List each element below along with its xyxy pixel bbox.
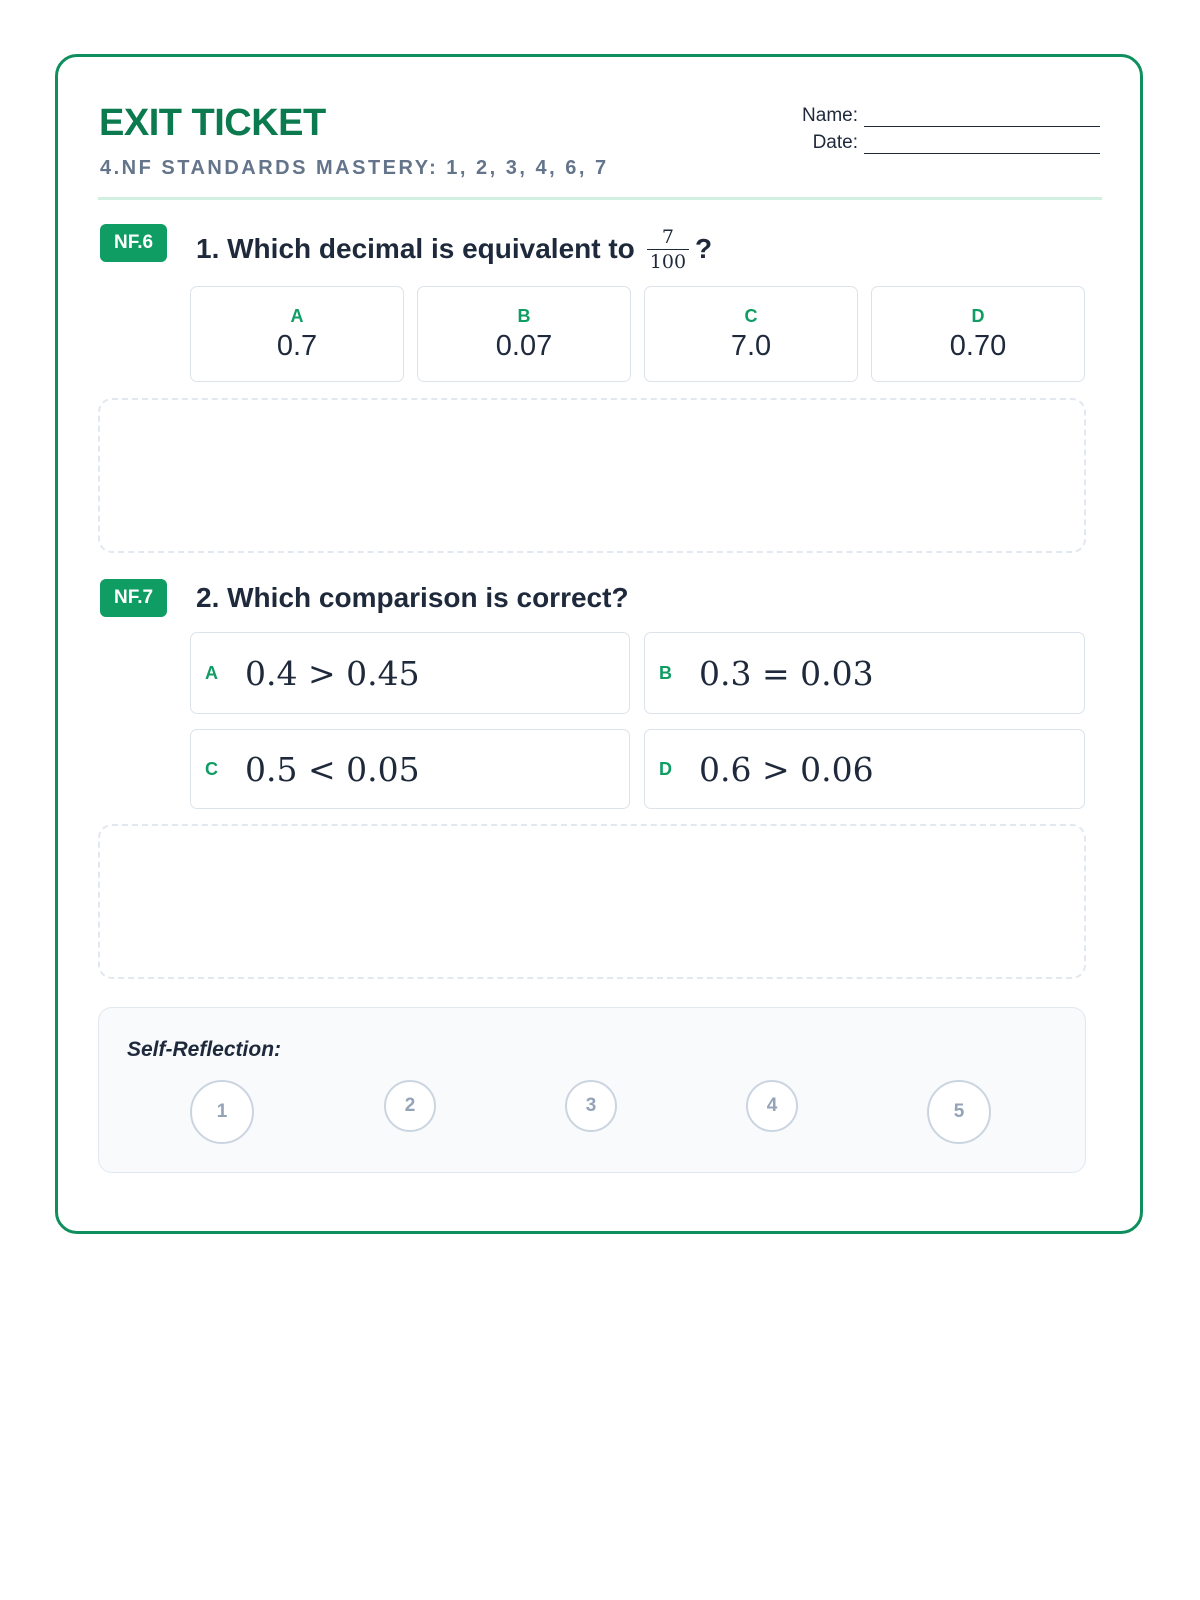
name-field[interactable] [864, 108, 1100, 127]
option-letter: D [971, 305, 985, 326]
name-label: Name: [802, 105, 858, 126]
q1-option-b[interactable] [417, 286, 631, 382]
option-letter: A [290, 305, 304, 326]
name-row [802, 100, 1100, 127]
q1-prompt-text: 1. Which decimal is equivalent to [196, 233, 635, 264]
q2-option-d[interactable] [644, 729, 1085, 809]
exit-ticket-card [55, 54, 1143, 1234]
q1-fraction-denominator: 100 [647, 249, 689, 273]
q1-option-d[interactable] [871, 286, 1085, 382]
option-letter: B [517, 305, 531, 326]
option-value: 0.6 > 0.06 [699, 749, 874, 789]
q1-prompt-end: ? [695, 233, 713, 264]
q2-option-b[interactable] [644, 632, 1085, 714]
option-letter: D [659, 758, 672, 779]
standards-subtitle: 4.NF STANDARDS MASTERY: 1, 2, 3, 4, 6, 7 [100, 157, 609, 179]
option-value: 0.5 < 0.05 [245, 749, 420, 789]
q1-prompt [196, 224, 712, 274]
q1-standard-badge: NF.6 [100, 224, 167, 262]
q2-prompt [196, 579, 629, 617]
rating-5-button[interactable]: 5 [927, 1080, 991, 1144]
option-letter: A [205, 662, 218, 683]
q2-standard-badge: NF.7 [100, 579, 167, 617]
date-row [802, 127, 1100, 154]
option-value: 7.0 [730, 329, 772, 362]
option-value: 0.3 = 0.03 [699, 653, 874, 693]
q1-option-a[interactable] [190, 286, 404, 382]
option-value: 0.7 [276, 329, 318, 362]
header-divider [98, 197, 1102, 200]
option-letter: C [205, 758, 218, 779]
option-value: 0.70 [949, 329, 1007, 362]
q1-option-c[interactable] [644, 286, 858, 382]
q1-work-area[interactable] [98, 398, 1086, 553]
rating-1-button[interactable]: 1 [190, 1080, 254, 1144]
self-reflection-label: Self-Reflection: [127, 1038, 282, 1061]
q2-option-a[interactable] [190, 632, 630, 714]
rating-4-button[interactable]: 4 [746, 1080, 798, 1132]
option-letter: B [659, 662, 672, 683]
rating-3-button[interactable]: 3 [565, 1080, 617, 1132]
rating-2-button[interactable]: 2 [384, 1080, 436, 1132]
option-letter: C [744, 305, 758, 326]
q2-work-area[interactable] [98, 824, 1086, 979]
page-title: EXIT TICKET [99, 102, 326, 144]
date-label: Date: [812, 132, 858, 153]
q1-fraction-numerator: 7 [661, 225, 674, 248]
q1-fraction [647, 226, 689, 273]
date-field[interactable] [864, 135, 1100, 154]
q2-prompt-text: 2. Which comparison is correct? [196, 582, 629, 613]
option-value: 0.4 > 0.45 [245, 653, 420, 693]
self-reflection-panel [98, 1007, 1086, 1173]
option-value: 0.07 [495, 329, 553, 362]
q2-option-c[interactable] [190, 729, 630, 809]
student-info [802, 100, 1100, 154]
